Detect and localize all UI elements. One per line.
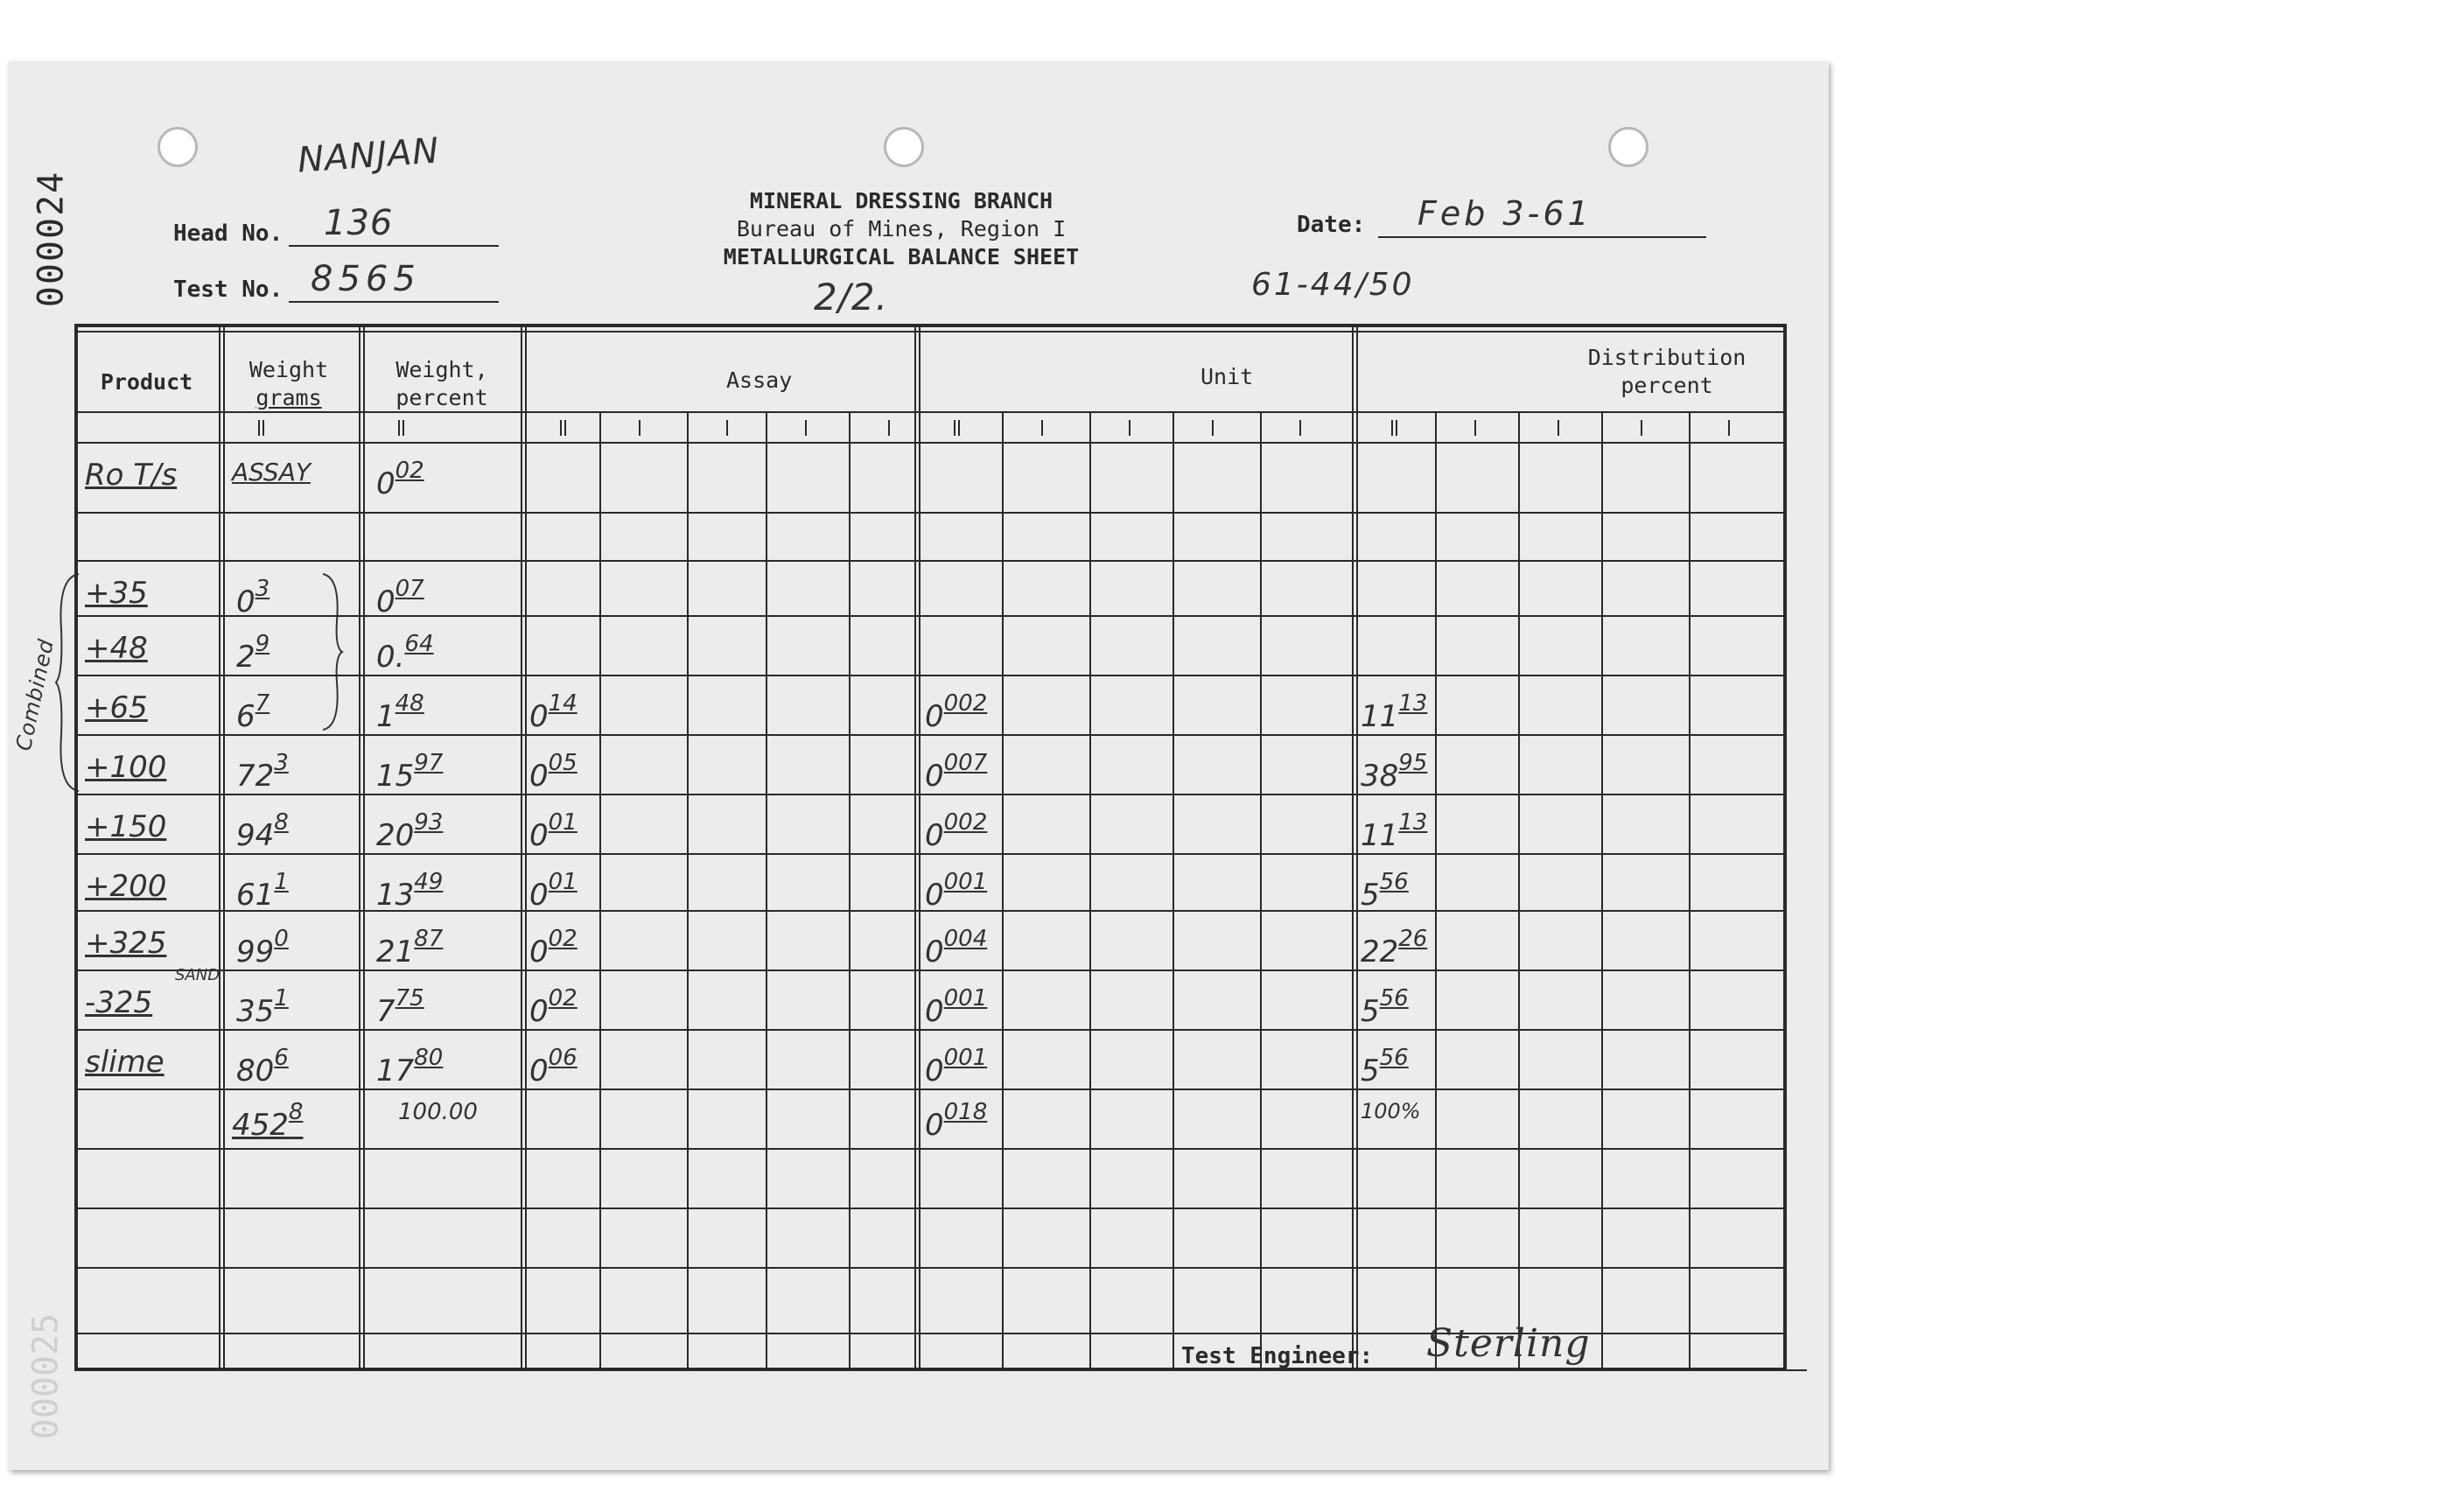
percent-cell: $17^{80}$ xyxy=(376,1045,444,1088)
unit-cell: $0^{007}$ xyxy=(925,750,988,794)
grid-line xyxy=(74,512,1785,514)
grid-line xyxy=(521,324,522,1369)
assay-cell: $0^{01}$ xyxy=(529,869,578,913)
grid-tick xyxy=(1396,420,1397,436)
grid-line xyxy=(849,411,850,1369)
grams-cell: $61^1$ xyxy=(236,869,289,913)
product-cell: +35 xyxy=(85,576,148,611)
distribution-cell: $5^{56}$ xyxy=(1361,985,1409,1029)
unit-cell: $0^{001}$ xyxy=(925,869,988,913)
branch-title: MINERAL DRESSING BRANCH xyxy=(749,188,1054,214)
assay-cell: $0^{06}$ xyxy=(529,1045,578,1088)
head-no-label: Head No. xyxy=(173,220,284,247)
punch-hole xyxy=(158,127,198,167)
grid-tick xyxy=(888,420,890,436)
grid-tick xyxy=(639,420,640,436)
grams-cell: $80^6$ xyxy=(236,1045,289,1088)
grams-cell: ASSAY xyxy=(232,458,311,486)
grid-tick xyxy=(402,420,404,436)
header-weight-grams-line2: grams xyxy=(256,385,322,410)
distribution-cell: $22^{26}$ xyxy=(1361,926,1428,970)
header-weight-percent-line2: percent xyxy=(396,385,488,410)
faint-stamp: 000025 xyxy=(25,1312,66,1440)
grid-line xyxy=(1002,411,1004,1369)
grid-line xyxy=(74,853,1785,855)
mine-name: NANJAN xyxy=(296,130,441,181)
grid-line xyxy=(74,1148,1785,1150)
header-weight-grams-line1: Weight xyxy=(248,357,329,382)
grid-tick xyxy=(1299,420,1301,436)
header-distribution-line2: percent xyxy=(1620,373,1713,398)
header-weight-percent-line1: Weight, xyxy=(396,357,488,382)
grid-line xyxy=(74,1029,1785,1031)
percent-cell: $15^{97}$ xyxy=(376,750,444,794)
grid-tick xyxy=(564,420,566,436)
unit-cell: $0^{002}$ xyxy=(925,809,988,853)
total-percent-cell: 100.00 xyxy=(398,1099,478,1125)
date-underline xyxy=(1378,236,1706,238)
assay-cell: $0^{02}$ xyxy=(529,985,578,1029)
header-distribution-line1: Distribution xyxy=(1587,345,1746,370)
engineer-underline xyxy=(1378,1369,1807,1371)
grid-tick xyxy=(1641,420,1642,436)
grid-line xyxy=(1601,411,1603,1369)
grams-cell: $6^7$ xyxy=(236,690,270,734)
grid-line xyxy=(1260,411,1262,1369)
grid-line xyxy=(766,411,767,1369)
grid-tick xyxy=(1041,420,1043,436)
percent-cell: $0^{02}$ xyxy=(376,458,424,501)
grid-line xyxy=(74,615,1785,617)
grams-cell: $94^8$ xyxy=(236,809,289,853)
assay-cell: $0^{02}$ xyxy=(529,926,578,970)
combined-side-note: Combined xyxy=(10,636,60,753)
header-assay: Assay xyxy=(726,368,793,393)
unit-cell: $0^{004}$ xyxy=(925,926,988,970)
grid-tick xyxy=(1129,420,1130,436)
head-no-value: 136 xyxy=(324,203,394,243)
grid-line xyxy=(74,1088,1785,1090)
grid-tick xyxy=(1474,420,1476,436)
product-cell: +48 xyxy=(85,631,148,666)
unit-cell: $0^{002}$ xyxy=(925,690,988,734)
product-cell: +100 xyxy=(85,750,167,785)
percent-cell: $0^{07}$ xyxy=(376,576,424,620)
head-no-underline xyxy=(289,245,499,247)
punch-hole xyxy=(884,127,924,167)
percent-cell: $13^{49}$ xyxy=(376,869,444,913)
grid-tick xyxy=(398,420,400,436)
total-unit-cell: $0^{018}$ xyxy=(925,1099,988,1143)
grid-line xyxy=(599,411,601,1369)
distribution-cell: $11^{13}$ xyxy=(1361,690,1428,734)
sheet-title: METALLURGICAL BALANCE SHEET xyxy=(723,244,1080,270)
bureau-name: Bureau of Mines, Region I xyxy=(736,216,1067,242)
grid-line xyxy=(223,324,225,1369)
punch-hole xyxy=(1608,127,1648,167)
grid-tick xyxy=(1728,420,1730,436)
distribution-cell: $11^{13}$ xyxy=(1361,809,1428,853)
product-cell: slime xyxy=(85,1045,164,1080)
product-cell: +65 xyxy=(85,690,148,725)
grid-line xyxy=(1089,411,1091,1369)
product-cell: +150 xyxy=(85,809,167,844)
grid-line xyxy=(74,442,1785,444)
percent-cell: $21^{87}$ xyxy=(376,926,444,970)
assay-cell: $0^{05}$ xyxy=(529,750,578,794)
grid-line xyxy=(363,324,365,1369)
reference-number: 61-44/50 xyxy=(1251,267,1415,303)
date-value: Feb 3-61 xyxy=(1418,194,1592,233)
product-note: SAND xyxy=(175,966,220,984)
grid-line xyxy=(359,324,360,1369)
unit-cell: $0^{001}$ xyxy=(925,1045,988,1088)
percent-cell: $1^{48}$ xyxy=(376,690,424,734)
grid-line xyxy=(74,734,1785,736)
grams-cell: $72^3$ xyxy=(236,750,289,794)
grams-cell: $99^0$ xyxy=(236,926,289,970)
grid-tick xyxy=(1558,420,1559,436)
product-cell: +200 xyxy=(85,869,167,904)
date-label: Date: xyxy=(1297,212,1366,238)
grid-tick xyxy=(954,420,956,436)
assay-cell: $0^{14}$ xyxy=(529,690,578,734)
grid-line xyxy=(1172,411,1174,1369)
grid-line xyxy=(687,411,689,1369)
grams-cell: $2^9$ xyxy=(236,631,270,675)
grid-line xyxy=(219,324,220,1369)
header-unit: Unit xyxy=(1200,364,1254,389)
test-no-value: 8565 xyxy=(311,259,421,299)
grid-line xyxy=(74,1267,1785,1269)
grid-tick xyxy=(726,420,728,436)
grid-tick xyxy=(958,420,960,436)
test-no-underline xyxy=(289,301,499,303)
grid-line xyxy=(74,411,1785,413)
unit-cell: $0^{001}$ xyxy=(925,985,988,1029)
grid-line xyxy=(1352,324,1354,1369)
total-grams-cell: $452^8$ xyxy=(232,1099,304,1143)
grid-line xyxy=(1356,324,1358,1369)
distribution-cell: $38^{95}$ xyxy=(1361,750,1428,794)
percent-cell: 0.64 xyxy=(376,631,434,675)
grid-line xyxy=(74,1208,1785,1209)
distribution-cell: $5^{56}$ xyxy=(1361,869,1409,913)
grid-tick xyxy=(262,420,264,436)
grid-line xyxy=(525,324,527,1369)
engineer-signature: Sterling xyxy=(1426,1321,1591,1366)
total-distribution-cell: 100% xyxy=(1361,1099,1421,1124)
distribution-cell: $5^{56}$ xyxy=(1361,1045,1409,1088)
grid-tick xyxy=(805,420,807,436)
grid-line xyxy=(919,324,920,1369)
balance-sheet-paper xyxy=(9,61,1829,1470)
grid-line xyxy=(74,794,1785,795)
balance-table xyxy=(74,324,1785,1369)
grid-tick xyxy=(1212,420,1214,436)
product-cell: -325 xyxy=(85,985,153,1020)
grid-line xyxy=(74,970,1785,971)
grid-line xyxy=(1518,411,1520,1369)
grams-cell: $35^1$ xyxy=(236,985,289,1029)
percent-cell: $20^{93}$ xyxy=(376,809,444,853)
assay-cell: $0^{01}$ xyxy=(529,809,578,853)
product-cell: +325 xyxy=(85,926,167,961)
grid-line xyxy=(74,560,1785,562)
grid-line xyxy=(1689,411,1690,1369)
header-product: Product xyxy=(100,369,193,395)
grid-line xyxy=(1435,411,1437,1369)
page-fraction: 2/2. xyxy=(814,276,888,318)
stamp-number: 000024 xyxy=(31,170,72,308)
grid-line xyxy=(74,675,1785,676)
grid-tick xyxy=(1391,420,1393,436)
engineer-label: Test Engineer: xyxy=(1181,1343,1374,1369)
product-cell: Ro T/s xyxy=(85,458,178,493)
grid-tick xyxy=(560,420,562,436)
test-no-label: Test No. xyxy=(173,276,284,303)
grid-line xyxy=(914,324,916,1369)
grams-cell: $0^3$ xyxy=(236,576,270,620)
percent-cell: $7^{75}$ xyxy=(376,985,424,1029)
grid-tick xyxy=(258,420,260,436)
